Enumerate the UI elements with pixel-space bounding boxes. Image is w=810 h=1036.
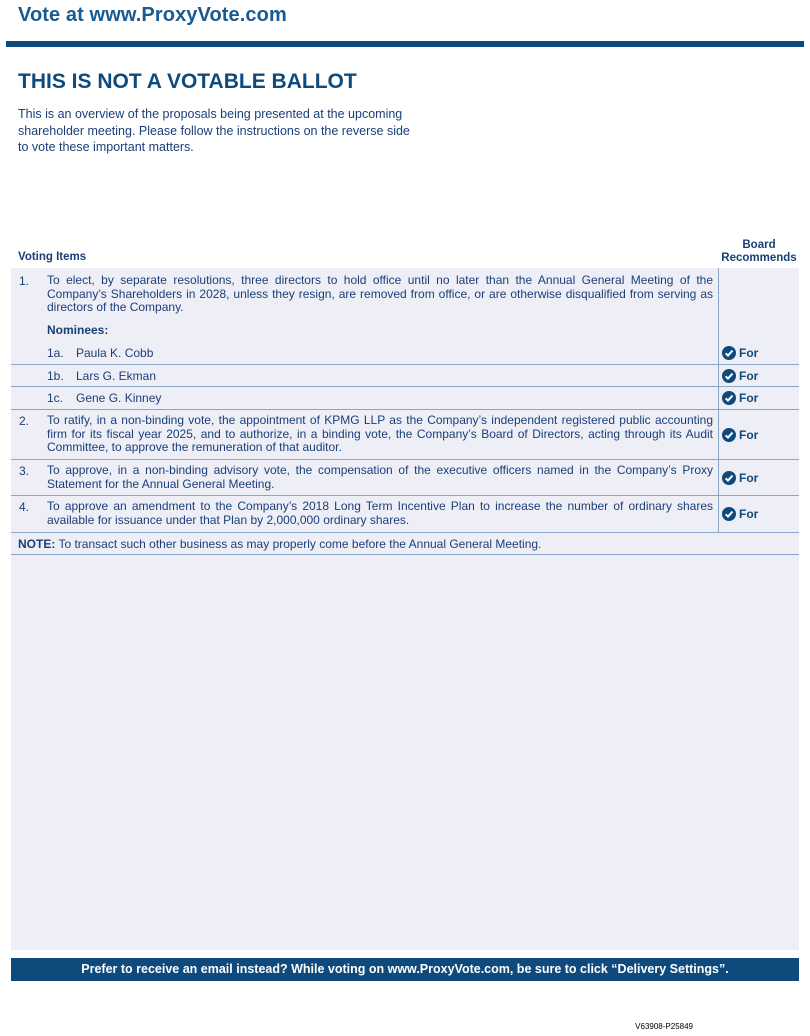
- item-number: 3.: [19, 464, 30, 478]
- document-code: V63908-P25849: [635, 1022, 693, 1031]
- voting-items-heading: Voting Items: [18, 251, 87, 263]
- recommendation-label: For: [739, 428, 759, 442]
- nominee-name: Gene G. Kinney: [76, 391, 162, 405]
- row-divider: [11, 364, 799, 365]
- item-text: To ratify, in a non-binding vote, the appointment of KPMG LLP as the Company’s independent registered public accounting firm for its fiscal year 2025, and to authorize, in a binding vote, the Company’s Board of Directors, acting through its Audit Committee, to approve the remuneration of that auditor.: [47, 413, 713, 454]
- recommendation: [722, 345, 758, 361]
- nominee-number: 1b.: [47, 369, 64, 383]
- check-circle-icon: [722, 369, 736, 383]
- voting-item-3: [11, 464, 799, 494]
- board-recommends-line1: Board: [742, 239, 776, 251]
- row-divider: [11, 554, 799, 555]
- recommendation-label: For: [739, 346, 759, 360]
- item-text: To elect, by separate resolutions, three directors to hold office until no later than the Annual General Meeting of the Company’s Shareholders in 2028, unless they resign, are removed from office, or are otherwise disqualified from serving as directors of the Company.: [47, 273, 713, 314]
- nominee-name: Lars G. Ekman: [76, 369, 157, 383]
- row-divider: [11, 409, 799, 410]
- item-text: To approve an amendment to the Company’s 2018 Long Term Incentive Plan to increase the number of ordinary shares available for issuance under that Plan by 2,000,000 ordinary shares.: [47, 499, 713, 527]
- item-number: 2.: [19, 414, 30, 428]
- nominee-number: 1c.: [47, 391, 64, 405]
- row-divider: [11, 495, 799, 496]
- email-banner: Prefer to receive an email instead? While voting on www.ProxyVote.com, be sure to click “Delivery Settings”.: [11, 958, 799, 981]
- item-number: 4.: [19, 500, 30, 514]
- recommendation-label: For: [739, 369, 759, 383]
- recommendation-label: For: [739, 471, 759, 485]
- row-divider: [11, 386, 799, 387]
- header: [0, 0, 810, 48]
- check-circle-icon: [722, 471, 736, 485]
- note: [18, 537, 541, 551]
- voting-item-4: [11, 500, 799, 530]
- recommendation-label: For: [739, 391, 759, 405]
- nominee-row: [11, 391, 799, 409]
- brand-link[interactable]: Vote at www.ProxyVote.com: [18, 4, 287, 26]
- nominee-row: [11, 369, 799, 387]
- recommendation: [722, 506, 758, 522]
- check-circle-icon: [722, 428, 736, 442]
- check-circle-icon: [722, 346, 736, 360]
- recommendation: [722, 390, 758, 406]
- recommendation: [722, 470, 758, 486]
- intro-text: This is an overview of the proposals being presented at the upcoming shareholder meeting. Please follow the instructions on the reverse side to vote these important matters.: [18, 107, 410, 154]
- check-circle-icon: [722, 391, 736, 405]
- note-text: To transact such other business as may properly come before the Annual General Meeting.: [55, 537, 542, 551]
- nominee-name: Paula K. Cobb: [76, 346, 154, 360]
- row-divider: [11, 459, 799, 460]
- nominee-number: 1a.: [47, 346, 64, 360]
- board-recommends-line2: Recommends: [721, 252, 797, 264]
- check-circle-icon: [722, 507, 736, 521]
- item-text: To approve, in a non-binding advisory vote, the compensation of the executive officers named in the Company’s Proxy Statement for the Annual General Meeting.: [47, 463, 713, 491]
- header-rule: [6, 41, 804, 47]
- item-number: 1.: [19, 274, 30, 288]
- recommendation: [722, 368, 758, 384]
- board-recommends-heading: [715, 239, 803, 265]
- row-divider: [11, 532, 799, 533]
- voting-item-2: [11, 414, 799, 458]
- note-label: NOTE:: [18, 537, 56, 551]
- recommendation-label: For: [739, 507, 759, 521]
- nominees-label: Nominees:: [47, 323, 109, 337]
- recommendation: [722, 427, 758, 443]
- nominee-row: [11, 346, 799, 364]
- page-title: THIS IS NOT A VOTABLE BALLOT: [18, 70, 357, 93]
